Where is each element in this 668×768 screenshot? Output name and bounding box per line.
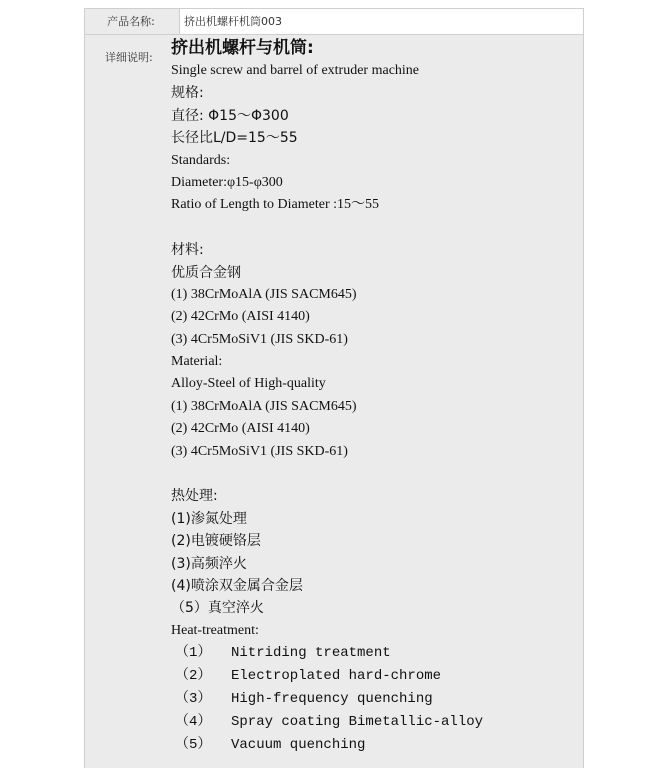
detail-line: (1)渗氮处理 — [171, 510, 247, 527]
treatment-item — [171, 642, 581, 665]
treatment-text: Vacuum quenching — [231, 737, 366, 754]
treatment-item — [171, 665, 581, 688]
treatment-item — [171, 711, 581, 734]
detail-lines — [171, 60, 581, 642]
detail-line: 长径比L/D=15～55 — [171, 130, 298, 147]
detail-line: (4)喷涂双金属合金层 — [171, 577, 303, 594]
detail-line: 优质合金钢 — [171, 264, 241, 281]
detail-line: 热处理: — [171, 488, 218, 505]
detail-line: Ratio of Length to Diameter :15～55 — [171, 197, 380, 213]
detail-line: （5）真空淬火 — [171, 600, 264, 617]
treatment-item — [171, 734, 581, 757]
detail-line: Material: — [171, 354, 223, 370]
detail-line — [171, 463, 581, 485]
detail-line — [171, 217, 581, 239]
treatment-text: Spray coating Bimetallic-alloy — [231, 714, 484, 731]
detail-content — [171, 36, 581, 757]
treatment-text: Electroplated hard-chrome — [231, 668, 442, 685]
treatment-number: （4） — [175, 714, 212, 731]
detail-line: Alloy-Steel of High-quality — [171, 376, 326, 392]
treatment-text: High-frequency quenching — [231, 691, 433, 708]
detail-line: Standards: — [171, 152, 231, 168]
treatment-number: （2） — [175, 668, 212, 685]
detail-line: Diameter:φ15-φ300 — [171, 174, 283, 190]
product-name-value: 挤出机螺杆机筒003 — [179, 9, 583, 34]
detail-line: (1) 38CrMoAlA (JIS SACM645) — [171, 398, 357, 414]
product-detail-panel — [84, 8, 584, 768]
product-name-label: 产品名称: — [107, 15, 155, 28]
detail-line: Single screw and barrel of extruder machine — [171, 63, 420, 78]
detail-line: (3) 4Cr5MoSiV1 (JIS SKD-61) — [171, 443, 348, 459]
detail-line: (3) 4Cr5MoSiV1 (JIS SKD-61) — [171, 331, 348, 347]
detail-line: (2) 42CrMo (AISI 4140) — [171, 309, 310, 325]
detail-heading: 挤出机螺杆与机筒: — [171, 38, 314, 58]
detail-line: 材料: — [171, 242, 204, 259]
treatment-number: （3） — [175, 691, 212, 708]
treatment-list — [171, 642, 581, 757]
detail-line: (3)高频淬火 — [171, 555, 247, 572]
detail-line: (1) 38CrMoAlA (JIS SACM645) — [171, 286, 357, 302]
treatment-number: （1） — [175, 645, 212, 662]
treatment-item — [171, 688, 581, 711]
detail-label: 详细说明: — [105, 51, 153, 64]
treatment-number: （5） — [175, 737, 212, 754]
product-name-row — [85, 9, 583, 35]
detail-line: 直径: Φ15～Φ300 — [171, 107, 289, 124]
treatment-text: Nitriding treatment — [231, 645, 391, 662]
detail-line: Heat-treatment: — [171, 622, 259, 638]
detail-line: (2) 42CrMo (AISI 4140) — [171, 421, 310, 437]
detail-line: (2)电镀硬铬层 — [171, 533, 261, 550]
detail-line: 规格: — [171, 85, 204, 102]
